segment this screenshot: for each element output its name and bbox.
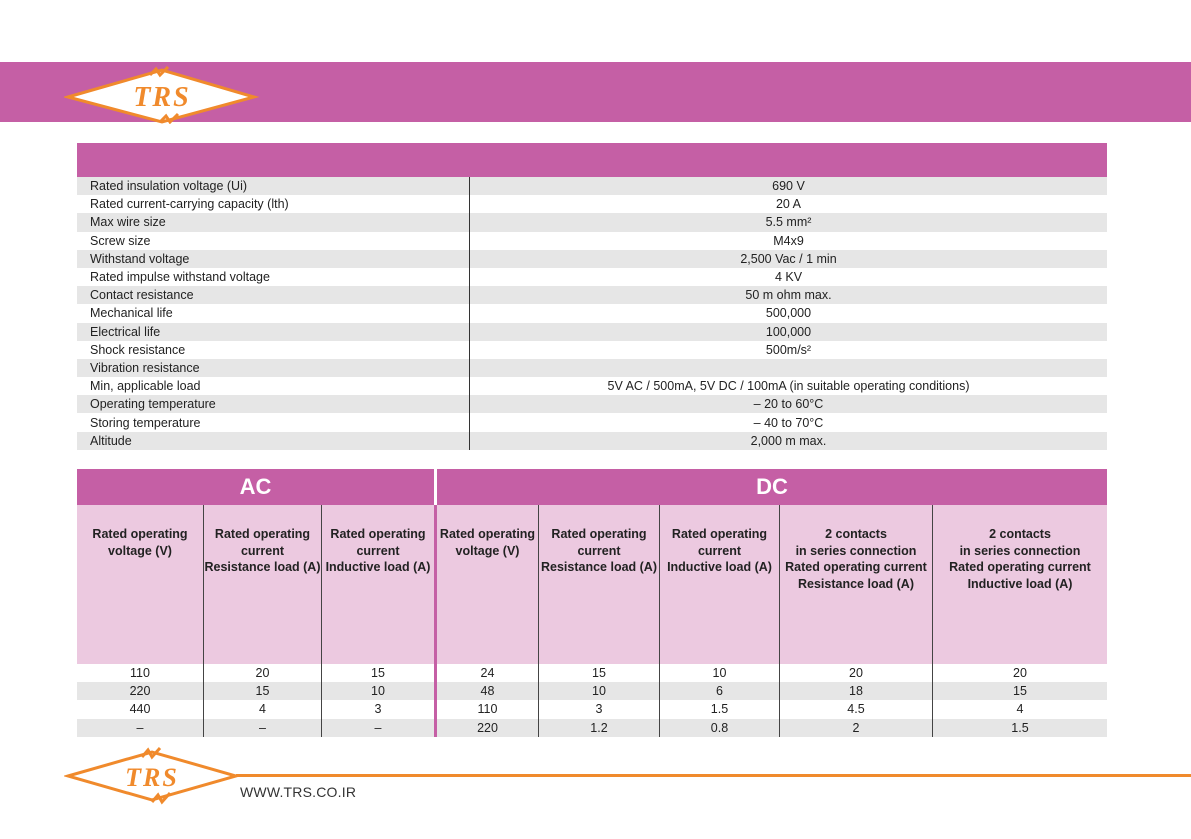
rating-column-header: 2 contacts in series connection Rated operating current Inductive load (A) <box>949 527 1091 591</box>
rating-cell: 0.8 <box>660 719 780 737</box>
rating-cell: 110 <box>437 700 539 718</box>
rating-column-header: Rated operating current Resistance load (A) <box>204 505 322 664</box>
rating-cell: 24 <box>437 664 539 682</box>
spec-value: 690 V <box>772 179 805 194</box>
spec-label: Max wire size <box>77 213 470 231</box>
spec-label: Vibration resistance <box>77 359 470 377</box>
spec-label: Shock resistance <box>77 341 470 359</box>
rating-cell: 20 <box>780 664 933 682</box>
rating-cell: 48 <box>437 682 539 700</box>
spec-value: 5.5 mm² <box>765 215 812 230</box>
rating-cell: 1.5 <box>1011 720 1029 735</box>
rating-cell: 3 <box>322 700 437 718</box>
website-url[interactable]: WWW.TRS.CO.IR <box>240 784 357 800</box>
rating-group-row <box>77 469 1107 505</box>
rating-body <box>77 664 1107 737</box>
rating-row <box>77 700 1107 718</box>
spec-label: Min, applicable load <box>77 377 470 395</box>
spec-value: – 40 to 70°C <box>753 415 824 430</box>
rating-cell: 15 <box>322 664 437 682</box>
spec-label: Rated current-carrying capacity (lth) <box>77 195 470 213</box>
rating-cell: 220 <box>437 719 539 737</box>
rating-cell: 18 <box>780 682 933 700</box>
spec-value: 500m/s² <box>765 342 812 357</box>
rating-cell: 2 <box>780 719 933 737</box>
rating-cell: 6 <box>660 682 780 700</box>
spec-row <box>77 377 1107 395</box>
spec-value: 2,500 Vac / 1 min <box>740 251 837 266</box>
spec-label: Rated impulse withstand voltage <box>77 268 470 286</box>
spec-row <box>77 195 1107 213</box>
ac-group-header: AC <box>77 469 437 505</box>
footer-line <box>236 774 1191 777</box>
rating-cell: 20 <box>1013 666 1027 681</box>
spec-value: 50 m ohm max. <box>745 288 832 303</box>
svg-text:TRS: TRS <box>133 82 191 113</box>
spec-row <box>77 395 1107 413</box>
spec-value: 100,000 <box>765 324 812 339</box>
trs-footer-logo <box>64 746 240 806</box>
spec-value: 4 KV <box>774 270 803 285</box>
rating-cell: 4.5 <box>780 700 933 718</box>
spec-label: Storing temperature <box>77 413 470 431</box>
rating-cell: 10 <box>660 664 780 682</box>
rating-column-header: Rated operating current Resistance load (A) <box>539 505 660 664</box>
spec-label: Contact resistance <box>77 286 470 304</box>
rating-column-header: Rated operating current Inductive load (A) <box>322 505 437 664</box>
rating-cell: 15 <box>1013 684 1027 699</box>
spec-row <box>77 213 1107 231</box>
rating-cell: 110 <box>77 664 204 682</box>
spec-row <box>77 413 1107 431</box>
rating-row <box>77 719 1107 737</box>
rating-column-header: Rated operating voltage (V) <box>437 505 539 664</box>
dc-group-header: DC <box>437 469 1107 505</box>
spec-value: – 20 to 60°C <box>753 397 824 412</box>
spec-label: Altitude <box>77 432 470 450</box>
rating-column-header: Rated operating voltage (V) <box>77 505 204 664</box>
spec-table-header <box>77 143 1107 177</box>
spec-row <box>77 432 1107 450</box>
spec-label: Screw size <box>77 232 470 250</box>
spec-label: Mechanical life <box>77 304 470 322</box>
spec-value: 2,000 m max. <box>750 433 827 448</box>
rating-cell: – <box>204 719 322 737</box>
spec-row <box>77 177 1107 195</box>
rating-cell: 4 <box>1016 702 1024 717</box>
rating-cell: 3 <box>539 700 660 718</box>
rating-table <box>77 469 1107 737</box>
spec-row <box>77 323 1107 341</box>
spec-label: Rated insulation voltage (Ui) <box>77 177 470 195</box>
rating-cell: 1.5 <box>660 700 780 718</box>
spec-value: 500,000 <box>765 306 812 321</box>
rating-column-header: 2 contacts in series connection Rated operating current Resistance load (A) <box>780 505 933 664</box>
rating-cell: 220 <box>77 682 204 700</box>
rating-cell: 1.2 <box>539 719 660 737</box>
spec-row <box>77 268 1107 286</box>
rating-cell: 440 <box>77 700 204 718</box>
spec-row <box>77 232 1107 250</box>
spec-value: 5V AC / 500mA, 5V DC / 100mA (in suitable operating conditions) <box>607 379 970 394</box>
rating-column-header: Rated operating current Inductive load (A) <box>660 505 780 664</box>
rating-cell: 10 <box>322 682 437 700</box>
spec-label: Electrical life <box>77 323 470 341</box>
rating-row <box>77 664 1107 682</box>
rating-column-headers <box>77 505 1107 664</box>
spec-value <box>470 359 1107 377</box>
rating-row <box>77 682 1107 700</box>
spec-value: 20 A <box>775 197 802 212</box>
footer-logo-text: TRS <box>125 763 179 792</box>
spec-value: M4x9 <box>773 233 804 248</box>
rating-cell: 15 <box>539 664 660 682</box>
spec-row <box>77 286 1107 304</box>
trs-logo <box>64 66 260 124</box>
spec-table <box>77 177 1107 450</box>
rating-cell: 10 <box>539 682 660 700</box>
rating-cell: 20 <box>204 664 322 682</box>
rating-cell: 4 <box>204 700 322 718</box>
spec-label: Operating temperature <box>77 395 470 413</box>
rating-cell: – <box>322 719 437 737</box>
rating-cell: 15 <box>204 682 322 700</box>
spec-row <box>77 250 1107 268</box>
rating-cell: – <box>77 719 204 737</box>
spec-label: Withstand voltage <box>77 250 470 268</box>
spec-row <box>77 341 1107 359</box>
spec-row <box>77 359 1107 377</box>
spec-row <box>77 304 1107 322</box>
